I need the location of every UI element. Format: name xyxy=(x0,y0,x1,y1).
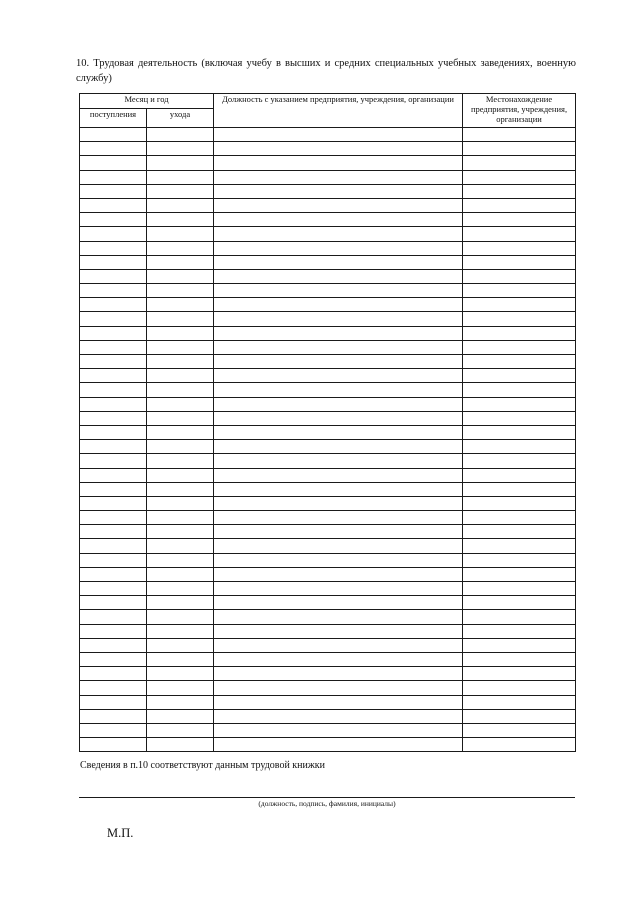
table-cell[interactable] xyxy=(214,567,463,581)
table-cell[interactable] xyxy=(147,411,214,425)
table-cell[interactable] xyxy=(463,582,576,596)
table-cell[interactable] xyxy=(214,539,463,553)
table-cell[interactable] xyxy=(214,298,463,312)
table-cell[interactable] xyxy=(80,738,147,752)
table-cell[interactable] xyxy=(147,128,214,142)
table-cell[interactable] xyxy=(80,284,147,298)
table-cell[interactable] xyxy=(463,525,576,539)
table-cell[interactable] xyxy=(463,681,576,695)
table-cell[interactable] xyxy=(80,482,147,496)
table-cell[interactable] xyxy=(147,312,214,326)
table-cell[interactable] xyxy=(80,638,147,652)
header-location: Местонахождение предприятия, учреждения, организации xyxy=(463,94,576,128)
table-cell[interactable] xyxy=(214,624,463,638)
table-cell[interactable] xyxy=(463,567,576,581)
table-cell[interactable] xyxy=(147,269,214,283)
table-cell[interactable] xyxy=(463,695,576,709)
table-cell[interactable] xyxy=(147,184,214,198)
table-cell[interactable] xyxy=(463,284,576,298)
table-cell[interactable] xyxy=(214,652,463,666)
table-cell[interactable] xyxy=(80,383,147,397)
header-month-year: Месяц и год xyxy=(80,94,214,109)
table-cell[interactable] xyxy=(147,638,214,652)
table-cell[interactable] xyxy=(214,681,463,695)
table-cell[interactable] xyxy=(80,255,147,269)
table-cell[interactable] xyxy=(147,681,214,695)
table-cell[interactable] xyxy=(147,468,214,482)
table-cell[interactable] xyxy=(147,255,214,269)
table-cell[interactable] xyxy=(463,312,576,326)
table-row xyxy=(80,567,576,581)
table-cell[interactable] xyxy=(80,184,147,198)
section-heading: 10. Трудовая деятельность (включая учебу в высших и средних специальных учебных заведениях, военную службу) xyxy=(76,58,576,84)
table-cell[interactable] xyxy=(463,227,576,241)
table-cell[interactable] xyxy=(147,340,214,354)
table-row xyxy=(80,695,576,709)
table-row xyxy=(80,723,576,737)
table-row xyxy=(80,596,576,610)
table-cell[interactable] xyxy=(463,340,576,354)
table-cell[interactable] xyxy=(463,411,576,425)
table-cell[interactable] xyxy=(214,425,463,439)
table-cell[interactable] xyxy=(214,142,463,156)
table-cell[interactable] xyxy=(147,525,214,539)
table-cell[interactable] xyxy=(80,667,147,681)
table-cell[interactable] xyxy=(214,496,463,510)
table-cell[interactable] xyxy=(147,652,214,666)
table-row xyxy=(80,525,576,539)
table-cell[interactable] xyxy=(147,496,214,510)
table-cell[interactable] xyxy=(80,340,147,354)
table-cell[interactable] xyxy=(463,638,576,652)
table-cell[interactable] xyxy=(463,610,576,624)
table-cell[interactable] xyxy=(147,326,214,340)
table-cell[interactable] xyxy=(214,128,463,142)
table-cell[interactable] xyxy=(80,170,147,184)
table-cell[interactable] xyxy=(147,567,214,581)
table-row xyxy=(80,454,576,468)
table-cell[interactable] xyxy=(214,738,463,752)
table-cell[interactable] xyxy=(147,170,214,184)
table-cell[interactable] xyxy=(463,355,576,369)
table-cell[interactable] xyxy=(147,482,214,496)
table-cell[interactable] xyxy=(463,511,576,525)
table-cell[interactable] xyxy=(80,269,147,283)
table-cell[interactable] xyxy=(214,667,463,681)
table-cell[interactable] xyxy=(214,198,463,212)
table-cell[interactable] xyxy=(80,468,147,482)
table-cell[interactable] xyxy=(214,340,463,354)
table-cell[interactable] xyxy=(80,312,147,326)
table-cell[interactable] xyxy=(214,397,463,411)
table-cell[interactable] xyxy=(463,553,576,567)
stamp-placeholder: М.П. xyxy=(107,826,134,840)
table-cell[interactable] xyxy=(80,652,147,666)
table-cell[interactable] xyxy=(214,525,463,539)
table-cell[interactable] xyxy=(463,738,576,752)
table-row xyxy=(80,681,576,695)
table-cell[interactable] xyxy=(80,128,147,142)
table-cell[interactable] xyxy=(147,738,214,752)
table-cell[interactable] xyxy=(147,227,214,241)
table-cell[interactable] xyxy=(80,397,147,411)
table-row xyxy=(80,425,576,439)
table-row xyxy=(80,624,576,638)
table-cell[interactable] xyxy=(147,355,214,369)
table-cell[interactable] xyxy=(147,298,214,312)
table-cell[interactable] xyxy=(463,326,576,340)
table-cell[interactable] xyxy=(463,241,576,255)
table-cell[interactable] xyxy=(80,298,147,312)
table-cell[interactable] xyxy=(80,227,147,241)
table-cell[interactable] xyxy=(214,241,463,255)
table-cell[interactable] xyxy=(147,454,214,468)
table-row xyxy=(80,142,576,156)
table-cell[interactable] xyxy=(80,213,147,227)
table-cell[interactable] xyxy=(80,425,147,439)
table-cell[interactable] xyxy=(463,425,576,439)
table-cell[interactable] xyxy=(147,142,214,156)
table-cell[interactable] xyxy=(463,440,576,454)
table-cell[interactable] xyxy=(214,213,463,227)
table-cell[interactable] xyxy=(214,723,463,737)
table-cell[interactable] xyxy=(463,184,576,198)
table-cell[interactable] xyxy=(80,454,147,468)
table-cell[interactable] xyxy=(80,525,147,539)
table-cell[interactable] xyxy=(147,369,214,383)
header-position: Должность с указанием предприятия, учреждения, организации xyxy=(214,94,463,128)
table-cell[interactable] xyxy=(80,198,147,212)
table-row xyxy=(80,241,576,255)
table-body xyxy=(80,128,576,752)
table-cell[interactable] xyxy=(147,156,214,170)
table-row xyxy=(80,369,576,383)
table-cell[interactable] xyxy=(214,326,463,340)
table-cell[interactable] xyxy=(214,411,463,425)
work-history-table xyxy=(79,93,576,752)
table-cell[interactable] xyxy=(214,269,463,283)
table-cell[interactable] xyxy=(147,383,214,397)
table-cell[interactable] xyxy=(214,596,463,610)
table-row xyxy=(80,539,576,553)
table-cell[interactable] xyxy=(463,482,576,496)
table-cell[interactable] xyxy=(147,397,214,411)
table-cell[interactable] xyxy=(463,269,576,283)
table-cell[interactable] xyxy=(80,681,147,695)
table-row xyxy=(80,411,576,425)
table-row xyxy=(80,213,576,227)
table-cell[interactable] xyxy=(147,667,214,681)
table-cell[interactable] xyxy=(80,241,147,255)
table-row xyxy=(80,709,576,723)
table-cell[interactable] xyxy=(147,610,214,624)
table-cell[interactable] xyxy=(214,383,463,397)
table-row xyxy=(80,184,576,198)
table-row xyxy=(80,383,576,397)
table-cell[interactable] xyxy=(214,582,463,596)
table-cell[interactable] xyxy=(214,454,463,468)
table-cell[interactable] xyxy=(463,255,576,269)
table-row xyxy=(80,496,576,510)
table-cell[interactable] xyxy=(147,241,214,255)
table-cell[interactable] xyxy=(80,496,147,510)
table-cell[interactable] xyxy=(463,454,576,468)
table-cell[interactable] xyxy=(80,596,147,610)
table-row xyxy=(80,652,576,666)
table-row xyxy=(80,269,576,283)
table-row xyxy=(80,298,576,312)
table-cell[interactable] xyxy=(463,128,576,142)
table-cell[interactable] xyxy=(80,709,147,723)
table-row xyxy=(80,582,576,596)
table-cell[interactable] xyxy=(80,156,147,170)
header-start: поступления xyxy=(80,109,147,128)
table-cell[interactable] xyxy=(147,213,214,227)
table-cell[interactable] xyxy=(214,284,463,298)
table-row xyxy=(80,156,576,170)
table-cell[interactable] xyxy=(80,553,147,567)
table-cell[interactable] xyxy=(80,511,147,525)
table-cell[interactable] xyxy=(147,695,214,709)
table-cell[interactable] xyxy=(214,553,463,567)
table-cell[interactable] xyxy=(147,553,214,567)
table-row xyxy=(80,482,576,496)
table-cell[interactable] xyxy=(147,511,214,525)
table-row xyxy=(80,227,576,241)
table-cell[interactable] xyxy=(80,695,147,709)
table-cell[interactable] xyxy=(80,723,147,737)
table-cell[interactable] xyxy=(80,369,147,383)
table-cell[interactable] xyxy=(214,468,463,482)
table-row xyxy=(80,511,576,525)
table-cell[interactable] xyxy=(463,383,576,397)
table-cell[interactable] xyxy=(463,723,576,737)
table-row xyxy=(80,667,576,681)
table-cell[interactable] xyxy=(80,539,147,553)
table-cell[interactable] xyxy=(214,312,463,326)
table-cell[interactable] xyxy=(147,709,214,723)
table-row xyxy=(80,170,576,184)
table-row xyxy=(80,738,576,752)
table-cell[interactable] xyxy=(463,496,576,510)
table-cell[interactable] xyxy=(463,709,576,723)
table-cell[interactable] xyxy=(463,170,576,184)
table-cell[interactable] xyxy=(463,652,576,666)
table-cell[interactable] xyxy=(214,695,463,709)
table-row xyxy=(80,440,576,454)
table-cell[interactable] xyxy=(214,184,463,198)
table-cell[interactable] xyxy=(147,624,214,638)
table-cell[interactable] xyxy=(463,596,576,610)
table-cell[interactable] xyxy=(463,624,576,638)
table-cell[interactable] xyxy=(214,156,463,170)
signature-caption: (должность, подпись, фамилия, инициалы) xyxy=(258,799,396,808)
table-row xyxy=(80,397,576,411)
table-cell[interactable] xyxy=(147,723,214,737)
table-cell[interactable] xyxy=(463,369,576,383)
table-row xyxy=(80,355,576,369)
table-row xyxy=(80,255,576,269)
table-row xyxy=(80,326,576,340)
footer-note: Сведения в п.10 соответствуют данным трудовой книжки xyxy=(80,760,325,771)
table-row xyxy=(80,198,576,212)
table-cell[interactable] xyxy=(80,326,147,340)
table-row xyxy=(80,284,576,298)
table-cell[interactable] xyxy=(80,582,147,596)
table-cell[interactable] xyxy=(80,567,147,581)
table-cell[interactable] xyxy=(147,582,214,596)
table-row xyxy=(80,610,576,624)
table-cell[interactable] xyxy=(80,411,147,425)
header-end: ухода xyxy=(147,109,214,128)
table-cell[interactable] xyxy=(214,511,463,525)
table-cell[interactable] xyxy=(214,227,463,241)
table-cell[interactable] xyxy=(147,284,214,298)
table-cell[interactable] xyxy=(214,355,463,369)
table-cell[interactable] xyxy=(80,610,147,624)
table-cell[interactable] xyxy=(214,255,463,269)
table-cell[interactable] xyxy=(214,638,463,652)
table-row xyxy=(80,468,576,482)
table-row xyxy=(80,553,576,567)
table-cell[interactable] xyxy=(147,198,214,212)
table-cell[interactable] xyxy=(80,142,147,156)
table-cell[interactable] xyxy=(214,369,463,383)
table-cell[interactable] xyxy=(80,355,147,369)
table-row xyxy=(80,312,576,326)
table-cell[interactable] xyxy=(463,142,576,156)
table-cell[interactable] xyxy=(147,596,214,610)
table-row xyxy=(80,128,576,142)
table-cell[interactable] xyxy=(147,440,214,454)
table-cell[interactable] xyxy=(463,539,576,553)
table-cell[interactable] xyxy=(463,298,576,312)
table-cell[interactable] xyxy=(214,440,463,454)
table-cell[interactable] xyxy=(463,213,576,227)
table-cell[interactable] xyxy=(214,610,463,624)
table-cell[interactable] xyxy=(147,539,214,553)
table-cell[interactable] xyxy=(214,482,463,496)
table-cell[interactable] xyxy=(463,397,576,411)
table-cell[interactable] xyxy=(80,624,147,638)
table-row xyxy=(80,340,576,354)
table-cell[interactable] xyxy=(463,198,576,212)
table-cell[interactable] xyxy=(214,170,463,184)
signature-line xyxy=(79,797,575,798)
table-cell[interactable] xyxy=(80,440,147,454)
table-row xyxy=(80,638,576,652)
table-cell[interactable] xyxy=(214,709,463,723)
table-cell[interactable] xyxy=(463,667,576,681)
table-cell[interactable] xyxy=(147,425,214,439)
table-cell[interactable] xyxy=(463,156,576,170)
table-cell[interactable] xyxy=(463,468,576,482)
